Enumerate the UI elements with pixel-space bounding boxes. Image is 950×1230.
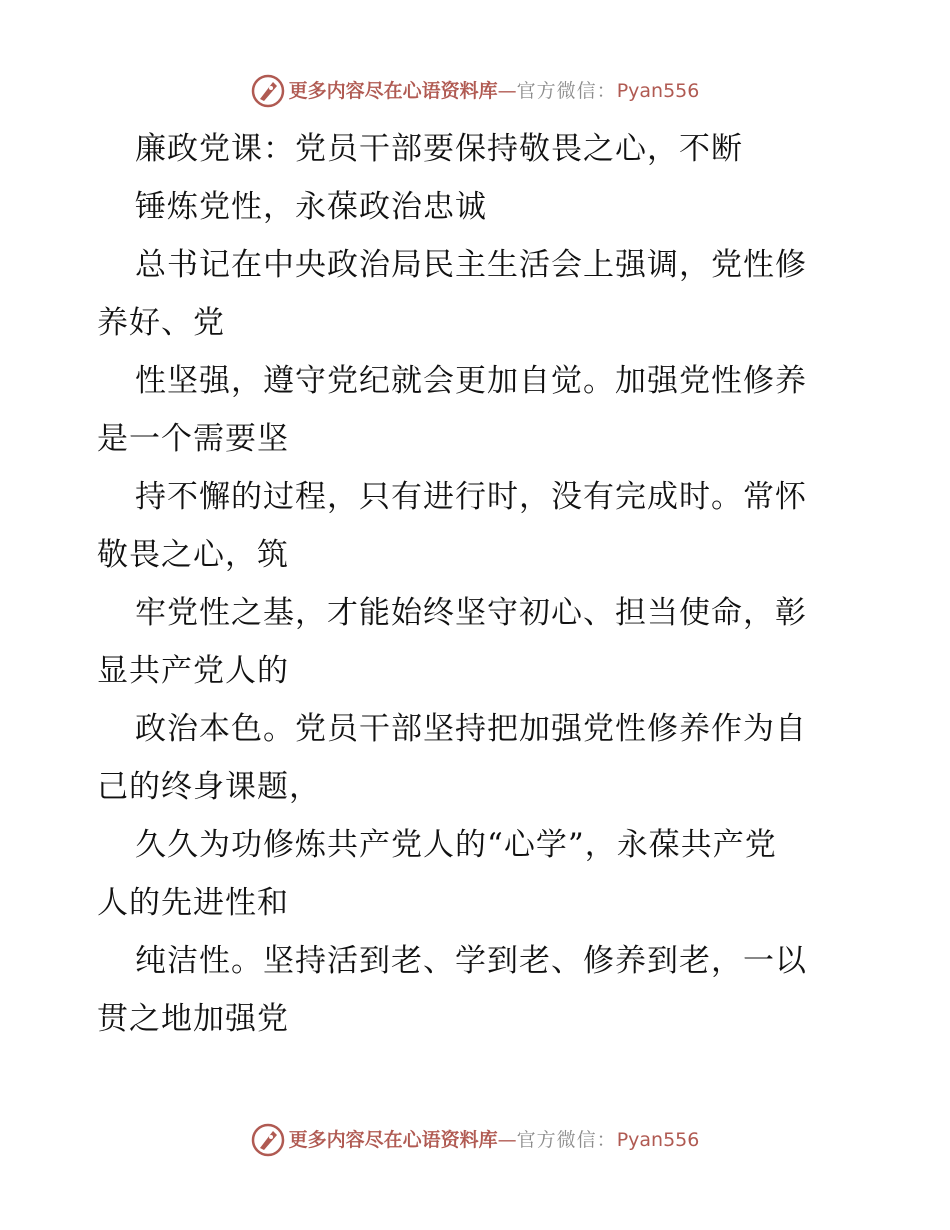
paragraph-line: 养好、党	[97, 305, 225, 341]
pen-nib-circle-icon	[251, 74, 285, 108]
document-title-line-2: 锤炼党性，永葆政治忠诚	[135, 189, 487, 225]
banner-wechat-label: 官方微信：	[516, 80, 617, 102]
paragraph-line: 人的先进性和	[97, 885, 289, 921]
banner-text: 更多内容尽在心语资料库	[288, 80, 498, 102]
header-banner	[0, 73, 950, 109]
paragraph-line: 己的终身课题，	[97, 769, 321, 805]
footer-banner	[0, 1122, 950, 1158]
banner-wechat-label: 官方微信：	[516, 1129, 617, 1151]
banner-wechat-id: Pyan556	[616, 80, 700, 102]
document-title-line-1: 廉政党课：党员干部要保持敬畏之心，不断	[135, 131, 743, 167]
pen-nib-circle-icon	[251, 1123, 285, 1157]
paragraph-line: 性坚强，遵守党纪就会更加自觉。加强党性修养	[135, 363, 807, 399]
paragraph-line: 贯之地加强党	[97, 1001, 289, 1037]
paragraph-line: 政治本色。党员干部坚持把加强党性修养作为自	[135, 711, 807, 747]
banner-dash: —	[497, 1129, 517, 1151]
banner-text: 更多内容尽在心语资料库	[288, 1129, 498, 1151]
paragraph-line: 牢党性之基，才能始终坚守初心、担当使命，彰	[135, 595, 807, 631]
banner-wechat-id: Pyan556	[616, 1129, 700, 1151]
banner-dash: —	[497, 80, 517, 102]
paragraph-line: 总书记在中央政治局民主生活会上强调，党性修	[135, 247, 807, 283]
paragraph-line: 敬畏之心，筑	[97, 537, 289, 573]
paragraph-line: 纯洁性。坚持活到老、学到老、修养到老，一以	[135, 943, 807, 979]
paragraph-line: 久久为功修炼共产党人的“心学”，永葆共产党	[135, 827, 777, 863]
paragraph-line: 显共产党人的	[97, 653, 289, 689]
paragraph-line: 持不懈的过程，只有进行时，没有完成时。常怀	[135, 479, 807, 515]
paragraph-line: 是一个需要坚	[97, 421, 289, 457]
